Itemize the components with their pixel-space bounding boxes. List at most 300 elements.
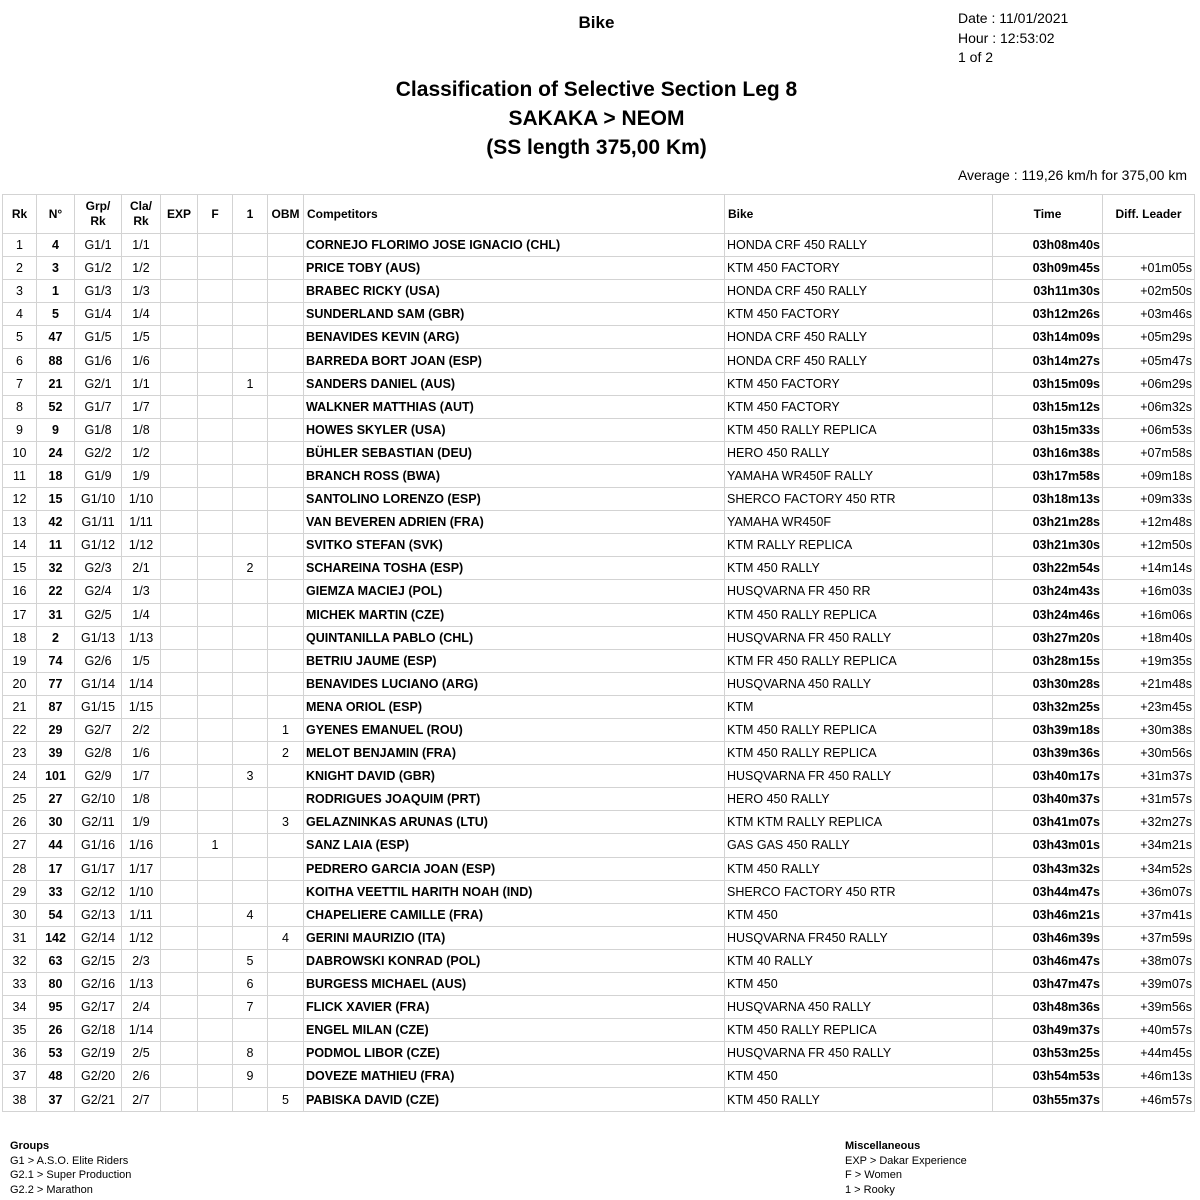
- cell-competitor: SVITKO STEFAN (SVK): [304, 534, 725, 557]
- cell-time: 03h44m47s: [993, 880, 1103, 903]
- cell-time: 03h18m13s: [993, 488, 1103, 511]
- cell-exp: [161, 926, 198, 949]
- cell-rank: 25: [3, 788, 37, 811]
- cell-diff-leader: +34m52s: [1103, 857, 1195, 880]
- cell-women: [198, 811, 233, 834]
- cell-number: 95: [37, 996, 75, 1019]
- cell-bike: HONDA CRF 450 RALLY: [725, 349, 993, 372]
- cell-group-rank: G1/16: [75, 834, 122, 857]
- cell-class-rank: 1/11: [122, 511, 161, 534]
- cell-group-rank: G1/8: [75, 418, 122, 441]
- table-row: [3, 742, 1195, 765]
- table-row: [3, 626, 1195, 649]
- cell-diff-leader: +06m32s: [1103, 395, 1195, 418]
- table-row: [3, 765, 1195, 788]
- cell-obm: [268, 280, 304, 303]
- cell-competitor: PRICE TOBY (AUS): [304, 257, 725, 280]
- cell-diff-leader: +06m29s: [1103, 372, 1195, 395]
- cell-exp: [161, 580, 198, 603]
- cell-number: 80: [37, 973, 75, 996]
- cell-bike: KTM 40 RALLY: [725, 949, 993, 972]
- cell-group-rank: G1/5: [75, 326, 122, 349]
- cell-diff-leader: +01m05s: [1103, 257, 1195, 280]
- cell-women: [198, 626, 233, 649]
- cell-rooky: [233, 534, 268, 557]
- classification-title: Classification of Selective Section Leg 8: [395, 78, 798, 101]
- cell-class-rank: 1/2: [122, 257, 161, 280]
- cell-diff-leader: +38m07s: [1103, 949, 1195, 972]
- cell-obm: [268, 834, 304, 857]
- cell-obm: [268, 949, 304, 972]
- groups-legend-item: G2.1 > Super Production: [10, 1169, 132, 1181]
- cell-exp: [161, 811, 198, 834]
- cell-time: 03h53m25s: [993, 1042, 1103, 1065]
- cell-class-rank: 1/5: [122, 326, 161, 349]
- cell-women: [198, 488, 233, 511]
- cell-obm: [268, 580, 304, 603]
- cell-exp: [161, 626, 198, 649]
- cell-rooky: 5: [233, 949, 268, 972]
- cell-rooky: 1: [233, 372, 268, 395]
- cell-diff-leader: +03m46s: [1103, 303, 1195, 326]
- cell-women: [198, 788, 233, 811]
- cell-obm: 2: [268, 742, 304, 765]
- cell-competitor: VAN BEVEREN ADRIEN (FRA): [304, 511, 725, 534]
- cell-competitor: DOVEZE MATHIEU (FRA): [304, 1065, 725, 1088]
- cell-group-rank: G2/3: [75, 557, 122, 580]
- cell-diff-leader: +37m41s: [1103, 903, 1195, 926]
- cell-women: [198, 996, 233, 1019]
- cell-bike: KTM 450 RALLY REPLICA: [725, 418, 993, 441]
- cell-number: 21: [37, 372, 75, 395]
- col-group-rank: Grp/ Rk: [75, 195, 122, 234]
- cell-number: 53: [37, 1042, 75, 1065]
- cell-group-rank: G1/17: [75, 857, 122, 880]
- cell-obm: [268, 765, 304, 788]
- cell-rank: 2: [3, 257, 37, 280]
- cell-diff-leader: +32m27s: [1103, 811, 1195, 834]
- cell-number: 22: [37, 580, 75, 603]
- cell-class-rank: 2/5: [122, 1042, 161, 1065]
- cell-bike: KTM: [725, 695, 993, 718]
- cell-group-rank: G1/14: [75, 672, 122, 695]
- cell-number: 11: [37, 534, 75, 557]
- cell-obm: [268, 880, 304, 903]
- cell-diff-leader: +16m03s: [1103, 580, 1195, 603]
- cell-group-rank: G1/4: [75, 303, 122, 326]
- route-title: SAKAKA > NEOM: [508, 107, 685, 130]
- cell-women: [198, 372, 233, 395]
- cell-group-rank: G2/21: [75, 1088, 122, 1111]
- cell-number: 101: [37, 765, 75, 788]
- cell-women: [198, 649, 233, 672]
- cell-rank: 3: [3, 280, 37, 303]
- col-rank: Rk: [3, 195, 37, 234]
- cell-bike: YAMAHA WR450F: [725, 511, 993, 534]
- cell-time: 03h21m30s: [993, 534, 1103, 557]
- cell-competitor: PODMOL LIBOR (CZE): [304, 1042, 725, 1065]
- cell-exp: [161, 534, 198, 557]
- cell-rooky: [233, 395, 268, 418]
- cell-exp: [161, 372, 198, 395]
- cell-rooky: 6: [233, 973, 268, 996]
- cell-rank: 29: [3, 880, 37, 903]
- cell-group-rank: G2/20: [75, 1065, 122, 1088]
- cell-obm: [268, 488, 304, 511]
- cell-rank: 38: [3, 1088, 37, 1111]
- cell-rank: 17: [3, 603, 37, 626]
- cell-obm: [268, 257, 304, 280]
- cell-obm: 4: [268, 926, 304, 949]
- cell-rank: 31: [3, 926, 37, 949]
- groups-legend-item: G1 > A.S.O. Elite Riders: [10, 1154, 129, 1167]
- cell-competitor: BETRIU JAUME (ESP): [304, 649, 725, 672]
- cell-number: 48: [37, 1065, 75, 1088]
- cell-class-rank: 2/6: [122, 1065, 161, 1088]
- cell-group-rank: G1/6: [75, 349, 122, 372]
- cell-exp: [161, 1042, 198, 1065]
- hour-label: Hour : 12:53:02: [958, 29, 1055, 46]
- cell-time: 03h15m09s: [993, 372, 1103, 395]
- cell-class-rank: 1/16: [122, 834, 161, 857]
- cell-class-rank: 1/12: [122, 926, 161, 949]
- cell-competitor: BRABEC RICKY (USA): [304, 280, 725, 303]
- cell-diff-leader: +05m29s: [1103, 326, 1195, 349]
- cell-group-rank: G1/3: [75, 280, 122, 303]
- cell-women: [198, 418, 233, 441]
- cell-bike: KTM 450: [725, 903, 993, 926]
- table-row: [3, 811, 1195, 834]
- table-row: [3, 580, 1195, 603]
- cell-group-rank: G2/13: [75, 903, 122, 926]
- cell-rooky: 8: [233, 1042, 268, 1065]
- cell-class-rank: 1/1: [122, 234, 161, 257]
- cell-number: 18: [37, 464, 75, 487]
- cell-bike: HERO 450 RALLY: [725, 441, 993, 464]
- cell-group-rank: G2/4: [75, 580, 122, 603]
- table-row: [3, 880, 1195, 903]
- cell-exp: [161, 418, 198, 441]
- cell-women: [198, 326, 233, 349]
- cell-rank: 18: [3, 626, 37, 649]
- cell-number: 30: [37, 811, 75, 834]
- cell-rank: 30: [3, 903, 37, 926]
- cell-diff-leader: +02m50s: [1103, 280, 1195, 303]
- cell-competitor: DABROWSKI KONRAD (POL): [304, 949, 725, 972]
- cell-rank: 10: [3, 441, 37, 464]
- table-row: [3, 372, 1195, 395]
- cell-rooky: 9: [233, 1065, 268, 1088]
- cell-time: 03h28m15s: [993, 649, 1103, 672]
- cell-group-rank: G2/11: [75, 811, 122, 834]
- table-row: [3, 395, 1195, 418]
- groups-legend: [10, 1139, 131, 1197]
- results-body: [3, 234, 1195, 1112]
- cell-group-rank: G2/14: [75, 926, 122, 949]
- cell-class-rank: 1/15: [122, 695, 161, 718]
- cell-time: 03h15m33s: [993, 418, 1103, 441]
- cell-group-rank: G1/2: [75, 257, 122, 280]
- cell-competitor: PEDRERO GARCIA JOAN (ESP): [304, 857, 725, 880]
- table-row: [3, 511, 1195, 534]
- cell-rooky: [233, 695, 268, 718]
- cell-time: 03h55m37s: [993, 1088, 1103, 1111]
- cell-rooky: [233, 718, 268, 741]
- cell-bike: KTM 450 RALLY REPLICA: [725, 1019, 993, 1042]
- cell-diff-leader: +36m07s: [1103, 880, 1195, 903]
- cell-diff-leader: +39m56s: [1103, 996, 1195, 1019]
- cell-women: [198, 464, 233, 487]
- cell-time: 03h22m54s: [993, 557, 1103, 580]
- cell-diff-leader: +46m13s: [1103, 1065, 1195, 1088]
- table-row: [3, 1088, 1195, 1111]
- cell-class-rank: 1/4: [122, 303, 161, 326]
- cell-rooky: [233, 349, 268, 372]
- cell-women: 1: [198, 834, 233, 857]
- cell-exp: [161, 234, 198, 257]
- cell-diff-leader: +37m59s: [1103, 926, 1195, 949]
- cell-bike: SHERCO FACTORY 450 RTR: [725, 488, 993, 511]
- cell-rooky: [233, 257, 268, 280]
- cell-group-rank: G1/13: [75, 626, 122, 649]
- cell-rank: 12: [3, 488, 37, 511]
- cell-diff-leader: +14m14s: [1103, 557, 1195, 580]
- category-label: Bike: [578, 13, 615, 32]
- cell-diff-leader: +31m37s: [1103, 765, 1195, 788]
- cell-diff-leader: +21m48s: [1103, 672, 1195, 695]
- cell-group-rank: G1/12: [75, 534, 122, 557]
- col-women: F: [198, 195, 233, 234]
- cell-rooky: [233, 580, 268, 603]
- cell-class-rank: 1/8: [122, 788, 161, 811]
- cell-number: 88: [37, 349, 75, 372]
- cell-exp: [161, 349, 198, 372]
- cell-group-rank: G2/5: [75, 603, 122, 626]
- cell-exp: [161, 857, 198, 880]
- cell-group-rank: G1/11: [75, 511, 122, 534]
- cell-time: 03h46m21s: [993, 903, 1103, 926]
- table-row: [3, 926, 1195, 949]
- cell-number: 77: [37, 672, 75, 695]
- cell-time: 03h27m20s: [993, 626, 1103, 649]
- cell-obm: [268, 857, 304, 880]
- cell-time: 03h09m45s: [993, 257, 1103, 280]
- cell-obm: [268, 996, 304, 1019]
- cell-group-rank: G2/18: [75, 1019, 122, 1042]
- cell-group-rank: G2/8: [75, 742, 122, 765]
- cell-women: [198, 534, 233, 557]
- cell-obm: [268, 649, 304, 672]
- cell-obm: [268, 349, 304, 372]
- table-row: [3, 949, 1195, 972]
- cell-obm: [268, 973, 304, 996]
- cell-competitor: BURGESS MICHAEL (AUS): [304, 973, 725, 996]
- misc-legend-item: F > Women: [845, 1169, 902, 1181]
- cell-obm: [268, 372, 304, 395]
- cell-bike: KTM 450 RALLY: [725, 557, 993, 580]
- cell-women: [198, 1065, 233, 1088]
- cell-exp: [161, 1065, 198, 1088]
- cell-women: [198, 280, 233, 303]
- cell-rank: 6: [3, 349, 37, 372]
- cell-number: 1: [37, 280, 75, 303]
- col-number: N°: [37, 195, 75, 234]
- cell-rank: 36: [3, 1042, 37, 1065]
- cell-obm: 5: [268, 1088, 304, 1111]
- cell-class-rank: 1/17: [122, 857, 161, 880]
- cell-rank: 15: [3, 557, 37, 580]
- cell-diff-leader: +19m35s: [1103, 649, 1195, 672]
- cell-diff-leader: [1103, 234, 1195, 257]
- cell-exp: [161, 742, 198, 765]
- cell-exp: [161, 834, 198, 857]
- cell-obm: [268, 903, 304, 926]
- table-row: [3, 1042, 1195, 1065]
- cell-bike: KTM 450: [725, 973, 993, 996]
- cell-bike: HUSQVARNA FR 450 RALLY: [725, 626, 993, 649]
- cell-time: 03h40m17s: [993, 765, 1103, 788]
- cell-women: [198, 511, 233, 534]
- cell-women: [198, 580, 233, 603]
- cell-class-rank: 1/1: [122, 372, 161, 395]
- table-row: [3, 1019, 1195, 1042]
- cell-women: [198, 718, 233, 741]
- cell-diff-leader: +06m53s: [1103, 418, 1195, 441]
- cell-rank: 34: [3, 996, 37, 1019]
- cell-competitor: HOWES SKYLER (USA): [304, 418, 725, 441]
- cell-women: [198, 1019, 233, 1042]
- cell-women: [198, 395, 233, 418]
- cell-bike: SHERCO FACTORY 450 RTR: [725, 880, 993, 903]
- cell-class-rank: 1/6: [122, 742, 161, 765]
- cell-women: [198, 234, 233, 257]
- cell-group-rank: G2/12: [75, 880, 122, 903]
- cell-rank: 1: [3, 234, 37, 257]
- page-indicator: 1 of 2: [958, 49, 994, 65]
- cell-class-rank: 1/5: [122, 649, 161, 672]
- table-row: [3, 488, 1195, 511]
- table-row: [3, 441, 1195, 464]
- cell-class-rank: 1/13: [122, 973, 161, 996]
- table-row: [3, 996, 1195, 1019]
- cell-competitor: MENA ORIOL (ESP): [304, 695, 725, 718]
- cell-group-rank: G2/15: [75, 949, 122, 972]
- results-table: [2, 194, 1195, 1112]
- ss-length: (SS length 375,00 Km): [486, 136, 707, 159]
- table-row: [3, 257, 1195, 280]
- cell-obm: [268, 1019, 304, 1042]
- cell-bike: KTM 450: [725, 1065, 993, 1088]
- cell-competitor: MICHEK MARTIN (CZE): [304, 603, 725, 626]
- cell-time: 03h30m28s: [993, 672, 1103, 695]
- cell-bike: HUSQVARNA 450 RALLY: [725, 672, 993, 695]
- cell-rooky: [233, 418, 268, 441]
- cell-obm: [268, 1065, 304, 1088]
- cell-obm: 3: [268, 811, 304, 834]
- cell-obm: [268, 464, 304, 487]
- cell-number: 29: [37, 718, 75, 741]
- cell-group-rank: G2/17: [75, 996, 122, 1019]
- table-row: [3, 303, 1195, 326]
- cell-women: [198, 926, 233, 949]
- cell-bike: HUSQVARNA FR 450 RALLY: [725, 765, 993, 788]
- cell-competitor: GELAZNINKAS ARUNAS (LTU): [304, 811, 725, 834]
- table-row: [3, 557, 1195, 580]
- cell-competitor: SANTOLINO LORENZO (ESP): [304, 488, 725, 511]
- cell-rooky: [233, 1019, 268, 1042]
- cell-bike: HUSQVARNA FR450 RALLY: [725, 926, 993, 949]
- misc-legend-title: Miscellaneous: [845, 1140, 921, 1152]
- cell-class-rank: 1/14: [122, 1019, 161, 1042]
- cell-time: 03h49m37s: [993, 1019, 1103, 1042]
- col-exp: EXP: [161, 195, 198, 234]
- cell-time: 03h40m37s: [993, 788, 1103, 811]
- cell-rank: 13: [3, 511, 37, 534]
- average-speed: Average : 119,26 km/h for 375,00 km: [957, 167, 1187, 183]
- cell-time: 03h24m46s: [993, 603, 1103, 626]
- cell-exp: [161, 303, 198, 326]
- cell-competitor: SUNDERLAND SAM (GBR): [304, 303, 725, 326]
- cell-rooky: [233, 626, 268, 649]
- cell-class-rank: 1/3: [122, 580, 161, 603]
- cell-women: [198, 257, 233, 280]
- table-row: [3, 649, 1195, 672]
- table-row: [3, 834, 1195, 857]
- cell-time: 03h54m53s: [993, 1065, 1103, 1088]
- cell-rank: 8: [3, 395, 37, 418]
- cell-bike: YAMAHA WR450F RALLY: [725, 464, 993, 487]
- cell-rank: 33: [3, 973, 37, 996]
- cell-group-rank: G2/7: [75, 718, 122, 741]
- cell-number: 39: [37, 742, 75, 765]
- groups-legend-item: G2.2 > Marathon: [10, 1183, 93, 1196]
- cell-class-rank: 1/2: [122, 441, 161, 464]
- cell-exp: [161, 603, 198, 626]
- cell-diff-leader: +30m38s: [1103, 718, 1195, 741]
- cell-rooky: [233, 649, 268, 672]
- cell-diff-leader: +12m50s: [1103, 534, 1195, 557]
- cell-group-rank: G2/2: [75, 441, 122, 464]
- cell-competitor: GYENES EMANUEL (ROU): [304, 718, 725, 741]
- cell-obm: [268, 1042, 304, 1065]
- cell-rooky: [233, 488, 268, 511]
- cell-time: 03h17m58s: [993, 464, 1103, 487]
- cell-bike: KTM 450 RALLY: [725, 1088, 993, 1111]
- table-row: [3, 603, 1195, 626]
- cell-time: 03h12m26s: [993, 303, 1103, 326]
- cell-competitor: WALKNER MATTHIAS (AUT): [304, 395, 725, 418]
- cell-obm: [268, 534, 304, 557]
- cell-diff-leader: +23m45s: [1103, 695, 1195, 718]
- cell-class-rank: 1/3: [122, 280, 161, 303]
- cell-women: [198, 949, 233, 972]
- cell-diff-leader: +12m48s: [1103, 511, 1195, 534]
- cell-bike: HONDA CRF 450 RALLY: [725, 326, 993, 349]
- cell-exp: [161, 1019, 198, 1042]
- misc-legend-item: EXP > Dakar Experience: [845, 1154, 967, 1167]
- cell-bike: KTM 450 RALLY: [725, 857, 993, 880]
- cell-exp: [161, 280, 198, 303]
- cell-exp: [161, 880, 198, 903]
- col-competitors: Competitors: [304, 195, 725, 234]
- cell-rooky: [233, 926, 268, 949]
- document-title-block: [0, 75, 1193, 162]
- table-row: [3, 695, 1195, 718]
- cell-rank: 11: [3, 464, 37, 487]
- cell-time: 03h14m27s: [993, 349, 1103, 372]
- cell-number: 87: [37, 695, 75, 718]
- misc-legend: [845, 1139, 967, 1197]
